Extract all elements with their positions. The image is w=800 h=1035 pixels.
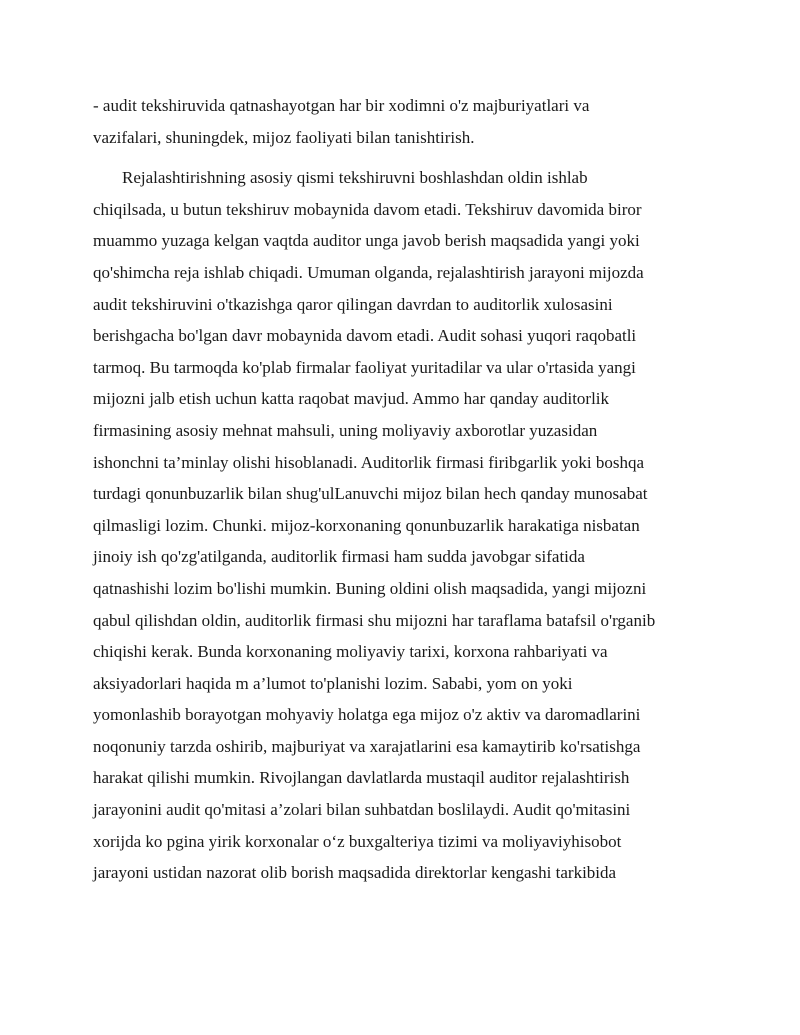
text-line: mijozni jalb etish uchun katta raqobat mavjud. Ammo har qanday auditorlik [93,389,610,409]
text-line: jarayonini audit qo'mitasi a’zolari bilan suhbatdan boslilaydi. Audit qo'mitasini [93,800,631,820]
text-line: chiqilsada, u butun tekshiruv mobaynida davom etadi. Tekshiruv davomida biror [93,199,642,219]
text-line: noqonuniy tarzda oshirib, majburiyat va xarajatlarini esa kamaytirib ko'rsatishga [93,736,641,756]
paragraph-1 [93,90,705,153]
text-line: qatnashishi lozim bo'lishi mumkin. Buning oldini olish maqsadida, yangi mijozni [93,578,647,598]
text-line: turdagi qonunbuzarlik bilan shug'ulLanuvchi mijoz bilan hech qanday munosabat [93,484,648,504]
text-line: berishgacha bo'lgan davr mobaynida davom etadi. Audit sohasi yuqori raqobatli [93,326,637,346]
text-line: ishonchni ta’minlay olishi hisoblanadi. Auditorlik firmasi firibgarlik yoki boshqa [93,452,645,472]
text-line: yomonlashib borayotgan mohyaviy holatga ega mijoz o'z aktiv va daromadlarini [93,705,641,725]
text-line: firmasining asosiy mehnat mahsuli, uning moliyaviy axborotlar yuzasidan [93,420,598,440]
text-line: muammo yuzaga kelgan vaqtda auditor unga javob berish maqsadida yangi yoki [93,231,640,251]
text-line: qabul qilishdan oldin, auditorlik firmasi shu mijozni har taraflama batafsil o'rganib [93,610,656,630]
text-line: - audit tekshiruvida qatnashayotgan har bir xodimni o'z majburiyatlari va [93,96,590,115]
paragraph-2 [93,162,705,889]
text-line: harakat qilishi mumkin. Rivojlangan davlatlarda mustaqil auditor rejalashtirish [93,768,630,788]
text-line: aksiyadorlari haqida m a’lumot to'planishi lozim. Sababi, yom on yoki [93,673,573,693]
text-line: jarayoni ustidan nazorat olib borish maqsadida direktorlar kengashi tarkibida [93,863,617,883]
text-line: tarmoq. Bu tarmoqda ko'plab firmalar faoliyat yuritadilar va ular o'rtasida yangi [93,357,636,377]
text-line: chiqishi kerak. Bunda korxonaning moliyaviy tarixi, korxona rahbariyati va [93,642,608,662]
text-line: vazifalari, shuningdek, mijoz faoliyati bilan tanishtirish. [93,127,475,147]
text-line: xorijda ko pgina yirik korxonalar o‘z buxgalteriya tizimi va moliyaviyhisobot [93,831,622,851]
text-line: qilmasligi lozim. Chunki. mijoz-korxonaning qonunbuzarlik harakatiga nisbatan [93,515,640,535]
text-line: qo'shimcha reja ishlab chiqadi. Umuman olganda, rejalashtirish jarayoni mijozda [93,262,644,282]
document-body [93,90,705,889]
paragraph-spacer [93,153,705,162]
text-line: jinoiy ish qo'zg'atilganda, auditorlik firmasi ham sudda javobgar sifatida [93,547,585,567]
text-line: Rejalashtirishning asosiy qismi tekshiruvni boshlashdan oldin ishlab [122,168,588,188]
text-line: audit tekshiruvini o'tkazishga qaror qilingan davrdan to auditorlik xulosasini [93,294,613,314]
